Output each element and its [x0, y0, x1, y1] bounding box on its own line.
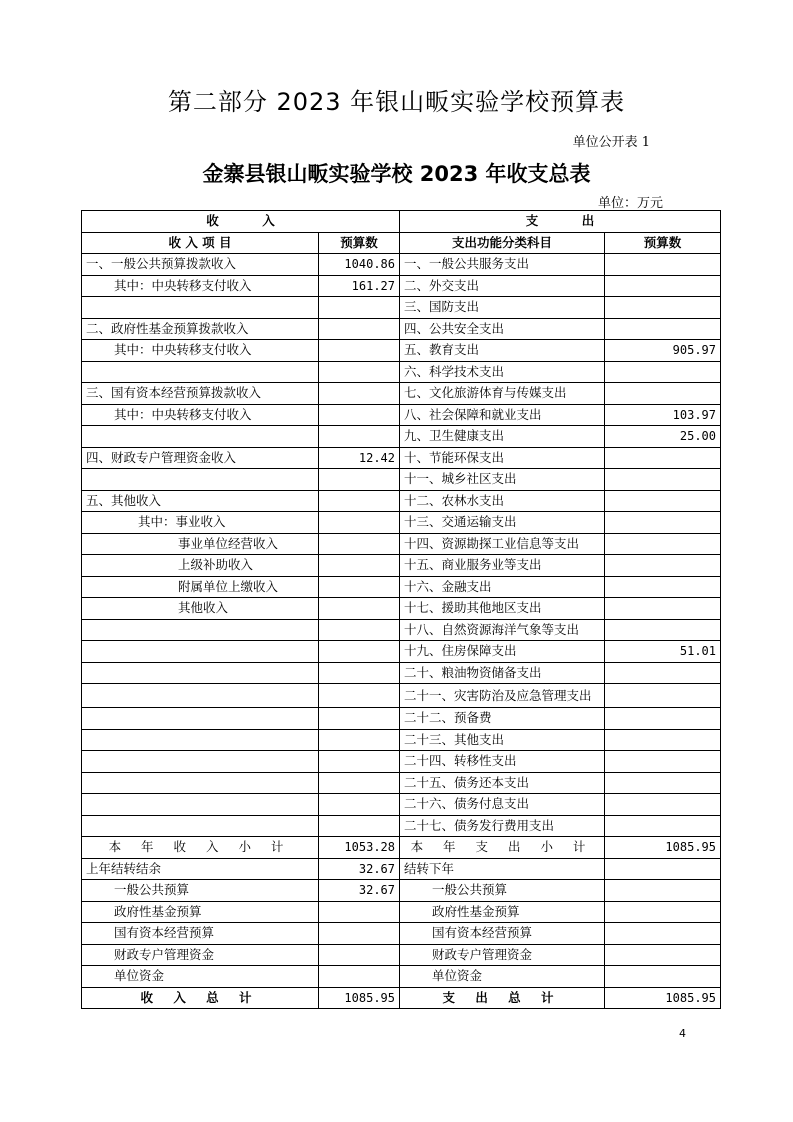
- expense-amount: [605, 512, 721, 534]
- budget-table: [81, 210, 721, 1009]
- table-row: [82, 662, 721, 684]
- table-row: [82, 576, 721, 598]
- carry-income-amount: [319, 966, 400, 988]
- carry-expense-item: 财政专户管理资金: [400, 944, 605, 966]
- income-item: 其中：中央转移支付收入: [82, 275, 319, 297]
- table-row: [82, 533, 721, 555]
- expense-amount: [605, 772, 721, 794]
- income-item: [82, 684, 319, 708]
- income-item: [82, 641, 319, 663]
- expense-amount: [605, 684, 721, 708]
- table-row: [82, 383, 721, 405]
- carry-expense-amount: [605, 901, 721, 923]
- income-item: [82, 708, 319, 730]
- carry-expense-item: 国有资本经营预算: [400, 923, 605, 945]
- income-item: [82, 794, 319, 816]
- table-row: [82, 469, 721, 491]
- expense-amount: 103.97: [605, 404, 721, 426]
- carry-expense-amount: [605, 858, 721, 880]
- income-amount: [319, 533, 400, 555]
- income-total-value: 1085.95: [319, 987, 400, 1009]
- expense-amount-header: 预算数: [605, 232, 721, 254]
- carry-income-amount: 32.67: [319, 880, 400, 902]
- income-total-label: 收 入 总 计: [82, 987, 319, 1009]
- income-item: [82, 729, 319, 751]
- table-row: [82, 555, 721, 577]
- expense-amount: [605, 318, 721, 340]
- expense-item: 二十五、债务还本支出: [400, 772, 605, 794]
- income-amount: [319, 404, 400, 426]
- expense-amount: [605, 490, 721, 512]
- income-item: [82, 361, 319, 383]
- income-amount: 12.42: [319, 447, 400, 469]
- expense-subtotal-value: 1085.95: [605, 837, 721, 859]
- expense-header: 支 出: [400, 211, 721, 233]
- income-amount: [319, 598, 400, 620]
- carry-income-amount: [319, 901, 400, 923]
- expense-item: 五、教育支出: [400, 340, 605, 362]
- table-row: [82, 447, 721, 469]
- carry-row: [82, 880, 721, 902]
- expense-amount: [605, 662, 721, 684]
- expense-item: 二、外交支出: [400, 275, 605, 297]
- table-row: [82, 684, 721, 708]
- expense-item: 十一、城乡社区支出: [400, 469, 605, 491]
- carry-row: [82, 944, 721, 966]
- table-row: [82, 490, 721, 512]
- income-amount: [319, 297, 400, 319]
- income-subtotal-label: 本 年 收 入 小 计: [82, 837, 319, 859]
- expense-amount: [605, 751, 721, 773]
- income-item: 其中：事业收入: [82, 512, 319, 534]
- expense-item: 六、科学技术支出: [400, 361, 605, 383]
- income-item: 五、其他收入: [82, 490, 319, 512]
- expense-item-header: 支出功能分类科目: [400, 232, 605, 254]
- expense-item: 十三、交通运输支出: [400, 512, 605, 534]
- table-row: [82, 254, 721, 276]
- expense-amount: [605, 297, 721, 319]
- table-row: [82, 598, 721, 620]
- carry-income-item: 一般公共预算: [82, 880, 319, 902]
- expense-item: 十二、农林水支出: [400, 490, 605, 512]
- expense-item: 二十二、预备费: [400, 708, 605, 730]
- carry-expense-item: 单位资金: [400, 966, 605, 988]
- expense-item: 一、一般公共服务支出: [400, 254, 605, 276]
- expense-amount: [605, 729, 721, 751]
- income-item: 附属单位上缴收入: [82, 576, 319, 598]
- page-number: 4: [679, 1027, 686, 1040]
- table-row: [82, 340, 721, 362]
- table-row: [82, 275, 721, 297]
- carry-expense-amount: [605, 923, 721, 945]
- income-item: [82, 815, 319, 837]
- income-item: 二、政府性基金预算拨款收入: [82, 318, 319, 340]
- table-row: [82, 361, 721, 383]
- income-amount: [319, 684, 400, 708]
- expense-amount: 25.00: [605, 426, 721, 448]
- table-title: 金寨县银山畈实验学校 2023 年收支总表: [202, 162, 591, 186]
- expense-item: 二十四、转移性支出: [400, 751, 605, 773]
- subtotal-row: [82, 837, 721, 859]
- expense-item: 十七、援助其他地区支出: [400, 598, 605, 620]
- income-header: 收 入: [82, 211, 400, 233]
- income-item: 三、国有资本经营预算拨款收入: [82, 383, 319, 405]
- expense-item: 三、国防支出: [400, 297, 605, 319]
- income-amount: [319, 729, 400, 751]
- table-row: [82, 318, 721, 340]
- income-amount: [319, 619, 400, 641]
- carry-income-item: 国有资本经营预算: [82, 923, 319, 945]
- expense-amount: [605, 555, 721, 577]
- income-item-header: 收 入 项 目: [82, 232, 319, 254]
- carry-row: [82, 901, 721, 923]
- table-row: [82, 708, 721, 730]
- income-amount: [319, 318, 400, 340]
- table-row: [82, 619, 721, 641]
- expense-amount: [605, 576, 721, 598]
- income-item: 四、财政专户管理资金收入: [82, 447, 319, 469]
- table-row: [82, 794, 721, 816]
- income-amount: [319, 555, 400, 577]
- expense-amount: [605, 383, 721, 405]
- expense-item: 二十七、债务发行费用支出: [400, 815, 605, 837]
- expense-amount: [605, 598, 721, 620]
- expense-amount: [605, 469, 721, 491]
- income-amount: [319, 794, 400, 816]
- income-amount: 1040.86: [319, 254, 400, 276]
- expense-item: 二十一、灾害防治及应急管理支出: [400, 684, 605, 708]
- income-item: [82, 469, 319, 491]
- expense-amount: [605, 275, 721, 297]
- expense-item: 九、卫生健康支出: [400, 426, 605, 448]
- income-amount: 161.27: [319, 275, 400, 297]
- table-row: [82, 815, 721, 837]
- carry-row: [82, 966, 721, 988]
- income-item: [82, 751, 319, 773]
- total-row: [82, 987, 721, 1009]
- income-subtotal-value: 1053.28: [319, 837, 400, 859]
- unit-label: 单位：万元: [598, 196, 664, 211]
- table-row: [82, 751, 721, 773]
- table-row: [82, 641, 721, 663]
- income-item: 事业单位经营收入: [82, 533, 319, 555]
- income-item: [82, 662, 319, 684]
- table-row: [82, 772, 721, 794]
- expense-item: 四、公共安全支出: [400, 318, 605, 340]
- carry-income-amount: [319, 944, 400, 966]
- income-item: 其中：中央转移支付收入: [82, 340, 319, 362]
- carry-income-item: 政府性基金预算: [82, 901, 319, 923]
- expense-item: 二十、粮油物资储备支出: [400, 662, 605, 684]
- expense-item: 十八、自然资源海洋气象等支出: [400, 619, 605, 641]
- header-row-1: [82, 211, 721, 233]
- expense-amount: [605, 533, 721, 555]
- carry-income-amount: [319, 923, 400, 945]
- expense-subtotal-label: 本 年 支 出 小 计: [400, 837, 605, 859]
- income-item: [82, 297, 319, 319]
- carry-expense-amount: [605, 944, 721, 966]
- income-item: 一、一般公共预算拨款收入: [82, 254, 319, 276]
- carry-income-item: 单位资金: [82, 966, 319, 988]
- expense-item: 七、文化旅游体育与传媒支出: [400, 383, 605, 405]
- expense-amount: [605, 361, 721, 383]
- income-amount: [319, 426, 400, 448]
- expense-total-label: 支 出 总 计: [400, 987, 605, 1009]
- carry-row: [82, 923, 721, 945]
- expense-item: 八、社会保障和就业支出: [400, 404, 605, 426]
- expense-item: 十、节能环保支出: [400, 447, 605, 469]
- carry-row: [82, 858, 721, 880]
- expense-amount: [605, 794, 721, 816]
- income-amount: [319, 340, 400, 362]
- part-title: 第二部分 2023 年银山畈实验学校预算表: [167, 88, 626, 116]
- header-row-2: [82, 232, 721, 254]
- table-row: [82, 729, 721, 751]
- income-item: 其中：中央转移支付收入: [82, 404, 319, 426]
- expense-item: 十九、住房保障支出: [400, 641, 605, 663]
- carry-income-item: 财政专户管理资金: [82, 944, 319, 966]
- income-item: [82, 619, 319, 641]
- income-amount: [319, 815, 400, 837]
- carry-expense-amount: [605, 966, 721, 988]
- income-amount: [319, 708, 400, 730]
- expense-item: 二十三、其他支出: [400, 729, 605, 751]
- carry-expense-item: 结转下年: [400, 858, 605, 880]
- expense-item: 二十六、债务付息支出: [400, 794, 605, 816]
- income-item: 其他收入: [82, 598, 319, 620]
- income-amount: [319, 361, 400, 383]
- income-amount: [319, 662, 400, 684]
- income-item: [82, 772, 319, 794]
- expense-amount: 51.01: [605, 641, 721, 663]
- income-amount: [319, 772, 400, 794]
- carry-income-amount: 32.67: [319, 858, 400, 880]
- table-row: [82, 404, 721, 426]
- expense-amount: [605, 815, 721, 837]
- income-amount: [319, 576, 400, 598]
- income-amount: [319, 512, 400, 534]
- expense-amount: [605, 447, 721, 469]
- income-item: 上级补助收入: [82, 555, 319, 577]
- income-item: [82, 426, 319, 448]
- table-row: [82, 512, 721, 534]
- form-number: 单位公开表 1: [572, 135, 650, 150]
- income-amount: [319, 469, 400, 491]
- expense-total-value: 1085.95: [605, 987, 721, 1009]
- expense-amount: [605, 708, 721, 730]
- income-amount: [319, 490, 400, 512]
- expense-amount: [605, 254, 721, 276]
- expense-amount: 905.97: [605, 340, 721, 362]
- carry-expense-item: 一般公共预算: [400, 880, 605, 902]
- expense-item: 十四、资源勘探工业信息等支出: [400, 533, 605, 555]
- expense-item: 十五、商业服务业等支出: [400, 555, 605, 577]
- income-amount: [319, 751, 400, 773]
- income-amount: [319, 383, 400, 405]
- table-row: [82, 426, 721, 448]
- carry-expense-item: 政府性基金预算: [400, 901, 605, 923]
- expense-item: 十六、金融支出: [400, 576, 605, 598]
- income-amount-header: 预算数: [319, 232, 400, 254]
- carry-expense-amount: [605, 880, 721, 902]
- table-row: [82, 297, 721, 319]
- carry-income-item: 上年结转结余: [82, 858, 319, 880]
- expense-amount: [605, 619, 721, 641]
- income-amount: [319, 641, 400, 663]
